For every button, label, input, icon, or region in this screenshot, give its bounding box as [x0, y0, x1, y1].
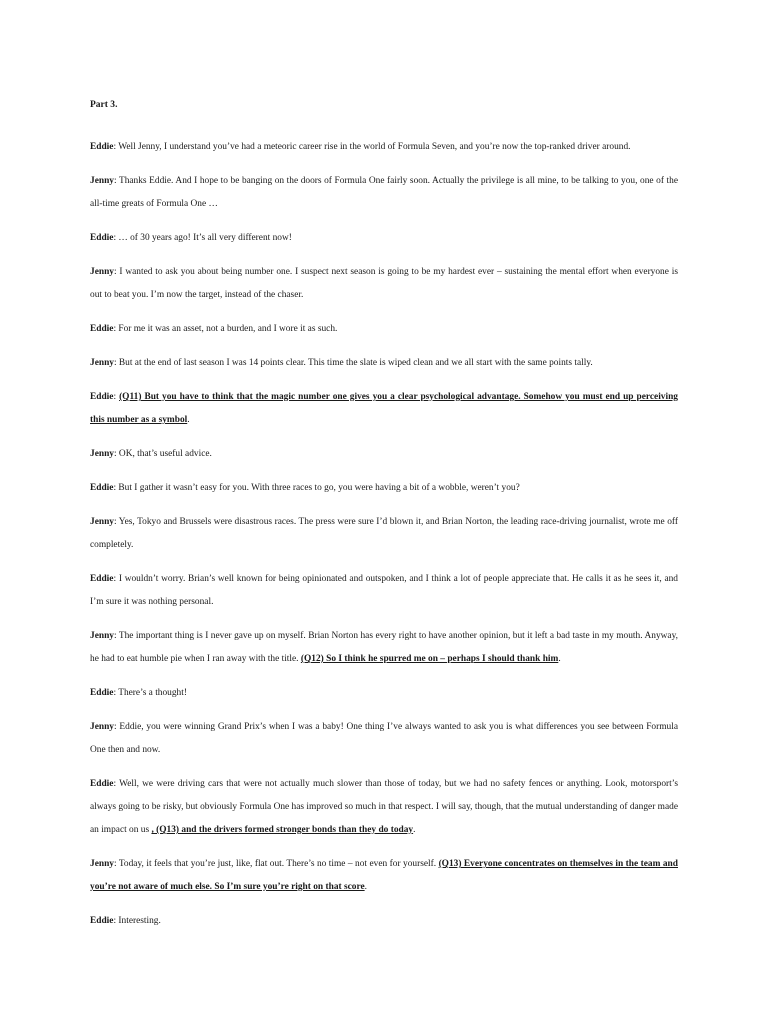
dialogue-text: : For me it was an asset, not a burden, and I wore it as such. [113, 324, 338, 334]
dialogue-text: : Thanks Eddie. And I hope to be banging on the doors of Formula One fairly soon. Actually the privilege is all mine, to be talking to you, one of the all-time greats of Formula One … [90, 176, 678, 209]
dialogue-paragraph [90, 136, 678, 159]
dialogue-text: : Well, we were driving cars that were not actually much slower than those of today, but we had no safety fences or anything. Look, motorsport’s always going to be risky, but obviously Formula One has improved so much in that respect. I will say, though, that the mutual understanding of danger made an impact on us [90, 779, 678, 835]
dialogue-text: : I wanted to ask you about being number one. I suspect next season is going to be my hardest ever – sustaining the mental effort when everyone is out to beat you. I’m now the target, instead of the chaser. [90, 267, 678, 300]
question-highlight: (Q12) So I think he spurred me on – perhaps I should thank him [300, 654, 559, 664]
dialogue-paragraph [90, 261, 678, 307]
dialogue-paragraph [90, 318, 678, 341]
dialogue-paragraph [90, 716, 678, 762]
dialogue-text-end: . [558, 654, 561, 664]
speaker-name: Eddie [90, 142, 114, 152]
speaker-name: Jenny [90, 722, 114, 732]
question-highlight: (Q13) Everyone concentrates on themselves in the team and you’re not aware of much else. So I’m sure you’re right on that score [90, 859, 678, 892]
dialogue-paragraph [90, 386, 678, 432]
dialogue-text: : There’s a thought! [113, 688, 187, 698]
dialogue-paragraph [90, 568, 678, 614]
dialogue-text-end: . [187, 415, 190, 425]
part-heading: Part 3. [90, 100, 118, 110]
speaker-name: Jenny [90, 176, 114, 186]
dialogue-text-end: . [364, 882, 367, 892]
dialogue-text: : The important thing is I never gave up on myself. Brian Norton has every right to have another opinion, but it left a bad taste in my mouth. Anyway, he had to eat humble pie when I ran away with the title. [90, 631, 678, 664]
dialogue-paragraph [90, 853, 678, 899]
dialogue-paragraph [90, 511, 678, 557]
speaker-name: Eddie [90, 779, 114, 789]
speaker-name: Eddie [90, 324, 114, 334]
dialogue-text: : … of 30 years ago! It’s all very different now! [113, 233, 292, 243]
dialogue-paragraph [90, 910, 678, 933]
dialogue-text: : Yes, Tokyo and Brussels were disastrous races. The press were sure I’d blown it, and Brian Norton, the leading race-driving journalist, wrote me off completely. [90, 517, 678, 550]
dialogue-paragraph [90, 443, 678, 466]
dialogue-text-end: . [413, 825, 416, 835]
dialogue-text: : But I gather it wasn’t easy for you. With three races to go, you were having a bit of a wobble, weren’t you? [113, 483, 520, 493]
dialogue-paragraph [90, 477, 678, 500]
dialogue-paragraph [90, 352, 678, 375]
question-highlight: (Q11) But you have to think that the magic number one gives you a clear psychological advantage. Somehow you must end up perceiving this number as a symbol [90, 392, 678, 425]
speaker-name: Eddie [90, 392, 114, 402]
speaker-name: Eddie [90, 233, 114, 243]
speaker-name: Jenny [90, 859, 114, 869]
speaker-name: Jenny [90, 517, 114, 527]
speaker-name: Eddie [90, 688, 114, 698]
dialogue-paragraph [90, 625, 678, 671]
dialogue-text: : I wouldn’t worry. Brian’s well known for being opinionated and outspoken, and I think a lot of people appreciate that. He calls it as he sees it, and I’m sure it was nothing personal. [90, 574, 678, 607]
speaker-name: Eddie [90, 574, 114, 584]
dialogue-text: : But at the end of last season I was 14 points clear. This time the slate is wiped clean and we all start with the same points tally. [113, 358, 593, 368]
transcript-page [90, 94, 678, 944]
dialogue-paragraph [90, 227, 678, 250]
question-highlight: , (Q13) and the drivers formed stronger bonds than they do today [151, 825, 414, 835]
dialogue-text: : Well Jenny, I understand you’ve had a meteoric career rise in the world of Formula Seven, and you’re now the top-ranked driver around. [113, 142, 631, 152]
speaker-name: Jenny [90, 631, 114, 641]
speaker-name: Jenny [90, 267, 114, 277]
dialogue-text: : [113, 392, 120, 402]
speaker-name: Eddie [90, 916, 114, 926]
speaker-name: Jenny [90, 358, 114, 368]
dialogue-text: : Today, it feels that you’re just, like, flat out. There’s no time – not even for yourself. [113, 859, 439, 869]
dialogue-text: : OK, that’s useful advice. [113, 449, 212, 459]
dialogue-paragraph [90, 682, 678, 705]
dialogue-paragraph [90, 773, 678, 842]
dialogue-paragraph [90, 170, 678, 216]
speaker-name: Jenny [90, 449, 114, 459]
dialogue-text: : Eddie, you were winning Grand Prix’s when I was a baby! One thing I’ve always wanted to ask you is what differences you see between Formula One then and now. [90, 722, 678, 755]
dialogue-text: : Interesting. [113, 916, 161, 926]
dialogue-list [90, 136, 678, 933]
speaker-name: Eddie [90, 483, 114, 493]
